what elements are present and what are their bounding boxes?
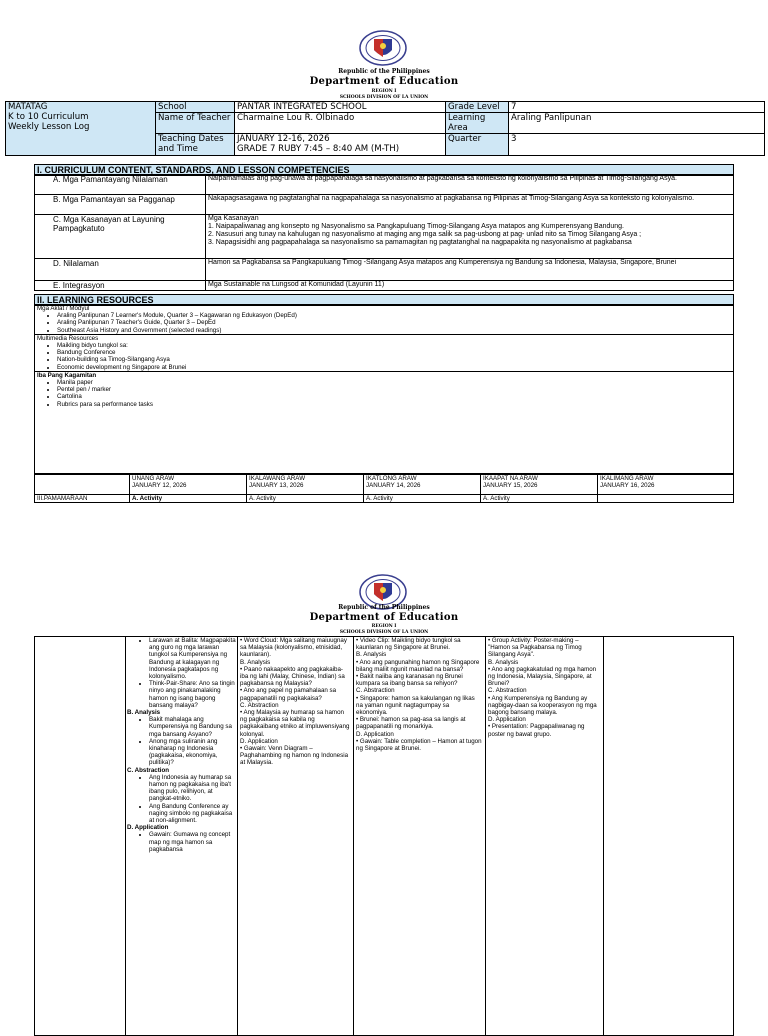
list-item: • Anong mga suliranin ang kinaharap ng Indonesia (pagkakaisa, ekonomiya, pulitika)? <box>149 738 237 767</box>
other-item: • Manila paper <box>57 379 733 386</box>
procedure-line: B. Analysis <box>356 651 387 659</box>
list-item: • Think-Pair-Share: Ano sa tingin ninyo ang pinakamalaking hamon ng isang bagong bansang malaya? <box>149 680 237 709</box>
activity-label: A. Activity <box>364 495 481 503</box>
activity-label: A. Activity <box>481 495 598 503</box>
area-value: Araling Panlipunan <box>509 113 765 134</box>
day-2-header: IKALAWANG ARAW JANUARY 13, 2026 <box>247 475 364 495</box>
activity-label: A. Activity <box>247 495 364 503</box>
analysis-label: B. Analysis <box>127 709 161 717</box>
department-title: Department of Education <box>309 76 459 87</box>
procedure-line: C. Abstraction <box>356 687 395 695</box>
competencies-text: Mga Kasanayan 1. Naipapaliwanag ang konsepto ng Nasyonalismo sa Pangkapuluang Timog-Silangang Asya matapos ang Kumperensyang Bandung. 2. Nasusuri ang tunay na kahulugan ng nasyonalismo at maging ang mga salik sa pag-usbong at pag- unlad nito sa Timog Silangang Asya ; 3. Napagsisidhi ang pagpapahalaga sa nasyonalismo sa pamamagitan ng pagtatanghal na nagpapakita ng nasyonalismo at pagkabansa <box>206 215 734 259</box>
section-2-title: II. LEARNING RESOURCES <box>34 294 734 306</box>
procedure-line: C. Abstraction <box>240 701 279 709</box>
procedure-line: • Gawain: Table completion – Hamon at tugon ng Singapore at Brunei. <box>356 737 482 753</box>
content-text: Hamon sa Pagkabansa sa Pangkapuluang Timog -Silangang Asya matapos ang Kumperensiya ng Bandung sa Indonesia, Malaysia, Singapore, Brunei <box>206 259 734 281</box>
procedure-line: • Singapore: hamon sa kakulangan ng likas na yaman ngunit nagtagumpay sa ekonomiya. <box>356 694 475 717</box>
day-2-procedure <box>240 637 350 767</box>
school-label: School <box>156 102 235 113</box>
books-title: Mga Aklat / Modyul <box>37 305 90 312</box>
day-1-header: UNANG ARAW JANUARY 12, 2026 <box>130 475 247 495</box>
media-title: Multimedia Resources <box>35 334 733 342</box>
book-item: • Araling Panlipunan 7 Teacher's Guide, Quarter 3 – DepEd <box>57 319 733 326</box>
day-3-procedure <box>356 637 482 752</box>
procedure-line: D. Application <box>240 737 278 745</box>
procedure-line: • Ano ang pagkakatulad ng mga hamon ng Indonesia, Malaysia, Singapore, at Brunei? <box>488 665 597 688</box>
day-1-procedure <box>127 637 237 853</box>
performance-standards-label: B. Mga Pamantayan sa Pagganap <box>35 195 206 215</box>
activity-label: A. Activity <box>130 495 247 503</box>
region-text: REGION I <box>371 624 397 629</box>
procedure-line: B. Analysis <box>240 658 271 666</box>
procedure-line: • Group Activity: Poster-making – "Hamon sa Pagkabansa ng Timog Silangang Asya". <box>488 637 582 659</box>
content-standards-label: A. Mga Pamantayang Nilalaman <box>35 175 206 195</box>
republic-text: Republic of the Philippines <box>338 604 430 611</box>
day-3-header: IKATLONG ARAW JANUARY 14, 2026 <box>364 475 481 495</box>
grade-label: Grade Level <box>446 102 509 113</box>
other-item: • Pentel pen / marker <box>57 386 733 393</box>
grade-value: 7 <box>509 102 765 113</box>
abstraction-label: C. Abstraction <box>127 766 170 774</box>
quarter-value: 3 <box>509 134 765 156</box>
resources-box <box>34 304 734 474</box>
day-5-header: IKALIMANG ARAW JANUARY 16, 2026 <box>598 475 734 495</box>
competencies-label: C. Mga Kasanayan at Layuning Pampagkatuto <box>35 215 206 259</box>
procedure-line: • Word Cloud: Mga salitang maiuugnay sa Malaysia (kolonyalismo, etnisidad, kaunlaran). <box>240 637 347 659</box>
procedure-label: III.PAMAMARAAN <box>35 495 130 503</box>
book-item: • Southeast Asia History and Government (selected readings) <box>57 327 733 334</box>
procedure-line: B. Analysis <box>488 658 519 666</box>
procedure-line: D. Application <box>488 716 526 724</box>
media-item: • Maikling bidyo tungkol sa: <box>57 342 733 349</box>
procedure-line: • Video Clip: Maikling bidyo tungkol sa kaunlaran ng Singapore at Brunei. <box>356 637 461 652</box>
media-item: • Nation-building sa Timog-Silangang Asya <box>57 356 733 363</box>
procedure-line: • Bakit naiiba ang karanasan ng Brunei kumpara sa ibang bansa sa rehiyon? <box>356 673 463 688</box>
list-item: • Ang Indonesia ay humarap sa hamon ng pagkakaisa ng iba't ibang pulo, relihiyon, at pangkat-etniko. <box>149 774 237 803</box>
procedure-line: D. Application <box>356 730 394 738</box>
other-title: Iba Pang Kagamitan <box>35 371 733 379</box>
procedure-grid <box>34 636 734 1036</box>
republic-text: Republic of the Philippines <box>338 68 430 75</box>
procedure-line: • Presentation: Pagpapaliwanag ng poster ng bawat grupo. <box>488 723 585 738</box>
procedure-line: • Ang Kumperensiya ng Bandung ay nagbigay-daan sa kooperasyon ng mga bagong bansang malaya. <box>488 694 597 717</box>
department-title: Department of Education <box>309 612 459 623</box>
list-item: • Gawain: Gumawa ng concept map ng mga hamon sa pagkabansa <box>149 831 237 853</box>
info-table <box>5 101 765 156</box>
quarter-label: Quarter <box>446 134 509 156</box>
dates-value: JANUARY 12-16, 2026 GRADE 7 RUBY 7:45 – 8:40 AM (M-TH) <box>235 134 446 156</box>
list-item: • Bakit mahalaga ang Kumperensiya ng Bandung sa mga bansang Asyano? <box>149 716 237 738</box>
section-1-title: I. CURRICULUM CONTENT, STANDARDS, AND LESSON COMPETENCIES <box>34 164 734 176</box>
content-standards-text: Naipamamalas ang pag-unawa at pagpapahalaga sa nasyonalismo at pagkabansa sa konteksto ng kolonyalismo sa Pilipinas at Timog-Silangang Asya. <box>206 175 734 195</box>
school-value: PANTAR INTEGRATED SCHOOL <box>235 102 446 113</box>
other-item: • Cartolina <box>57 393 733 400</box>
teacher-label: Name of Teacher <box>156 113 235 134</box>
integration-text: Mga Sustainable na Lungsod at Komunidad (Layunin 11) <box>206 281 734 291</box>
day-4-procedure <box>488 637 600 738</box>
procedure-line: • Gawain: Venn Diagram – Paghahambing ng hamon ng Indonesia at Malaysia. <box>240 745 349 767</box>
list-item: • Ang Bandung Conference ay naging simbolo ng pagkakaisa at non-alignment. <box>149 803 237 825</box>
log-title: MATATAG K to 10 Curriculum Weekly Lesson Log <box>6 102 156 156</box>
day-4-header: IKAAPAT NA ARAW JANUARY 15, 2026 <box>481 475 598 495</box>
teacher-value: Charmaine Lou R. Olbinado <box>235 113 446 134</box>
procedure-line: • Brunei: hamon sa pag-asa sa langis at pagpapanatili ng monarkiya. <box>356 716 466 731</box>
deped-seal-icon <box>359 30 407 66</box>
integration-label: E. Integrasyon <box>35 281 206 291</box>
dates-label: Teaching Dates and Time <box>156 134 235 156</box>
procedure-line: • Ang Malaysia ay humarap sa hamon ng pagkakaisa sa kabila ng pagkakaibang etniko at impluwensiyang kolonyal. <box>240 709 350 738</box>
division-text: SCHOOLS DIVISION OF LA UNION <box>339 95 429 100</box>
media-item: • Economic development ng Singapore at Brunei <box>57 364 733 371</box>
procedure-line: C. Abstraction <box>488 687 527 695</box>
division-text: SCHOOLS DIVISION OF LA UNION <box>339 630 429 635</box>
performance-standards-text: Nakapagsasagawa ng pagtatanghal na nagpapahalaga sa nasyonalismo at pagkabansa ng Pilipinas at Timog-Silangang Asya sa konteksto ng kolonyalismo. <box>206 195 734 215</box>
page-2 <box>0 520 768 1024</box>
book-item: • Araling Panlipunan 7 Learner's Module, Quarter 3 – Kagawaran ng Edukasyon (DepEd) <box>57 312 733 319</box>
procedure-line: • Ano ang papel ng pamahalaan sa pagpapanatili ng pagkakaisa? <box>240 687 337 702</box>
content-label: D. Nilalaman <box>35 259 206 281</box>
region-text: REGION I <box>371 89 397 94</box>
media-item: • Bandung Conference <box>57 349 733 356</box>
other-item: • Rubrics para sa performance tasks <box>57 401 733 408</box>
list-item: • Larawan at Balita: Magpapakita ang guro ng mga larawan tungkol sa Kumperensiya ng Bandung at kalagayan ng Indonesia pagkatapos ng kolonyalismo. <box>149 637 237 680</box>
procedure-line: • Paano nakaapekto ang pagkakaiba-iba ng lahi (Malay, Chinese, Indian) sa pagkabansa ng Malaysia? <box>240 665 345 688</box>
curriculum-table <box>34 174 734 291</box>
area-label: Learning Area <box>446 113 509 134</box>
days-table <box>34 474 734 503</box>
procedure-line: • Ano ang pangunahing hamon ng Singapore bilang maliit ngunit maunlad na bansa? <box>356 658 480 673</box>
application-label: D. Application <box>127 824 169 832</box>
